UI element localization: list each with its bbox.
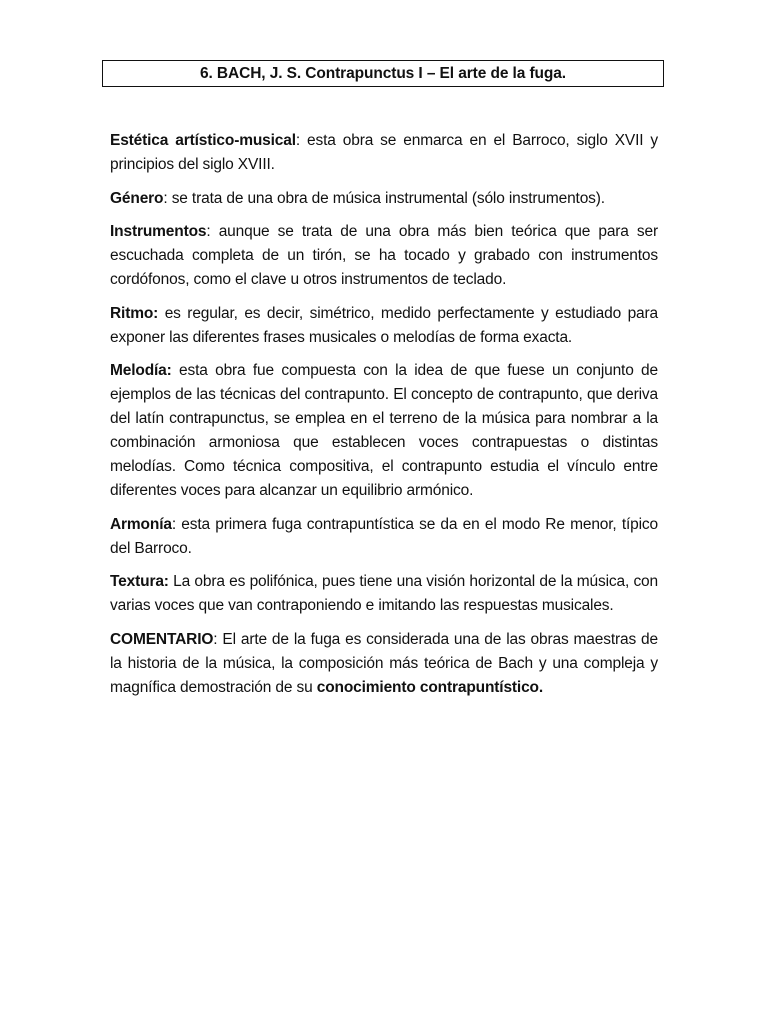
section-separator: : — [163, 189, 168, 207]
section-text: esta primera fuga contrapuntística se da en el modo Re menor, típico del Barroco. — [110, 515, 658, 557]
section-comentario — [110, 628, 658, 700]
section-melodia — [110, 359, 658, 503]
section-text: es regular, es decir, simétrico, medido perfectamente y estudiado para exponer las diferentes frases musicales o melodías de forma exacta. — [110, 304, 658, 346]
section-separator: : — [206, 223, 211, 240]
section-genero — [110, 187, 658, 211]
section-text: La obra es polifónica, pues tiene una visión horizontal de la música, con varias voces que van contraponiendo e imitando las respuestas musicales. — [110, 573, 658, 614]
section-label: Estética artístico-musical — [110, 132, 296, 149]
section-label: Género — [110, 189, 164, 207]
section-estetica — [110, 129, 658, 177]
document-body — [110, 129, 658, 709]
section-text: El arte de la fuga es considerada una de las obras maestras de la historia de la música, la composición más teórica de Bach y una compleja y magnífica demostración de su — [110, 630, 658, 696]
section-armonia — [110, 513, 658, 561]
section-instrumentos — [110, 220, 658, 292]
section-separator: : — [295, 132, 301, 149]
section-trailing-bold: conocimiento contrapuntístico. — [316, 678, 544, 696]
section-label: Instrumentos — [110, 223, 207, 240]
section-textura — [110, 570, 658, 618]
section-separator: : — [213, 630, 218, 648]
section-text: aunque se trata de una obra más bien teórica que para ser escuchada completa de un tirón, se ha tocado y grabado con instrumentos cordófonos, como el clave u otros instrumentos de teclado. — [110, 223, 658, 288]
section-text: se trata de una obra de música instrumental (sólo instrumentos). — [167, 189, 605, 207]
section-text: esta obra fue compuesta con la idea de que fuese un conjunto de ejemplos de las técnicas del contrapunto. El concepto de contrapunto, que deriva del latín contrapunctus, se emplea en el terreno de la música para nombrar a la combinación armoniosa que establecen voces contrapuestas o distintas melodías. Como técnica compositiva, el contrapunto estudia el vínculo entre diferentes voces para alcanzar un equilibrio armónico. — [110, 362, 658, 499]
section-text: esta obra se enmarca en el Barroco, siglo XVII y principios del siglo XVIII. — [110, 132, 658, 173]
section-label: Melodía: — [110, 362, 172, 379]
section-label: Ritmo: — [110, 304, 159, 322]
section-separator: : — [171, 515, 176, 533]
document-title: 6. BACH, J. S. Contrapunctus I – El arte de la fuga. — [102, 60, 664, 87]
section-ritmo — [110, 302, 658, 350]
section-label: COMENTARIO — [110, 630, 214, 648]
section-label: Armonía — [110, 515, 172, 533]
section-label: Textura: — [110, 573, 169, 590]
